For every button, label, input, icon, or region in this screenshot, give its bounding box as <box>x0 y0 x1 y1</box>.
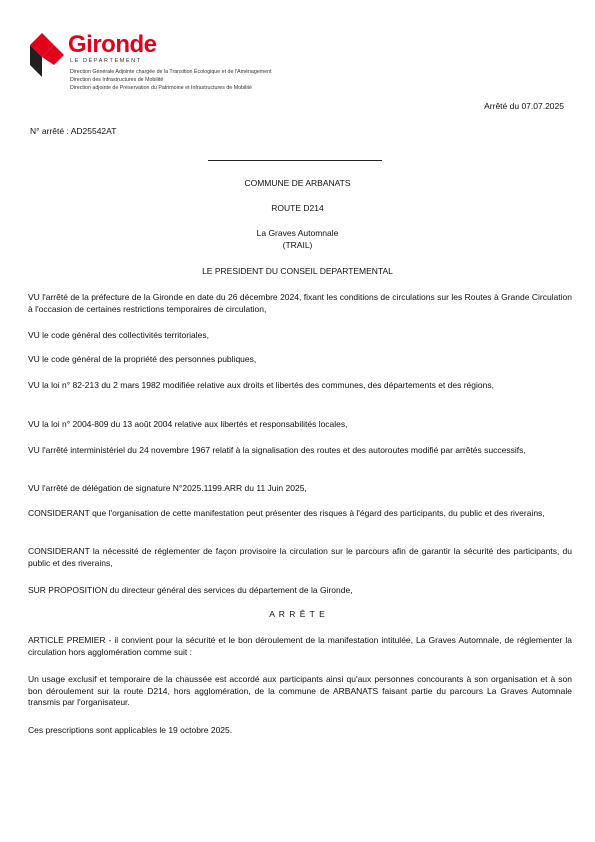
vu-paragraph: VU le code général de la propriété des personnes publiques, <box>28 354 257 364</box>
authority-title: LE PRESIDENT DU CONSEIL DEPARTEMENTAL <box>202 266 393 276</box>
considerant-paragraph: CONSIDERANT que l'organisation de cette manifestation peut présenter des risques à l'égard des participants, du public et des riverains, <box>28 508 545 518</box>
logo-subtitle: LE DÉPARTEMENT <box>70 58 142 64</box>
vu-paragraph: VU l'arrêté de délégation de signature N°2025.1199.ARR du 11 Juin 2025, <box>28 483 307 493</box>
considerant-paragraph: CONSIDERANT la nécessité de réglementer de façon provisoire la circulation sur le parcours afin de garantir la sécurité des participants, du public et des riverains, <box>28 546 572 568</box>
vu-paragraph: VU le code général des collectivités territoriales, <box>28 330 209 340</box>
applicable-paragraph: Ces prescriptions sont applicables le 19 octobre 2025. <box>28 725 233 735</box>
article-premier: ARTICLE PREMIER - il convient pour la sécurité et le bon déroulement de la manifestation intitulée, La Graves Automnale, de réglementer la circulation hors agglomération comme suit : <box>28 635 572 657</box>
vu-paragraph: VU l'arrêté de la préfecture de la Gironde en date du 26 décembre 2024, fixant les conditions de circulations sur les Routes à Grande Circulation à l'occasion de certaines restrictions temporaires de circulation, <box>28 292 572 314</box>
gironde-logo-icon <box>30 33 66 77</box>
route-title: ROUTE D214 <box>271 203 324 213</box>
divider <box>208 160 382 161</box>
commune-title: COMMUNE DE ARBANATS <box>244 178 351 188</box>
direction-line: Direction adjointe de Préservation du Patrimoine et Infrastructures de Mobilité <box>70 85 252 91</box>
direction-line: Direction Générale Adjointe chargée de la Transition Écologique et de l'Aménagement <box>70 69 272 75</box>
logo-name: Gironde <box>68 31 157 58</box>
arrete-heading: A R R Ê T E <box>269 609 326 619</box>
event-name: La Graves Automnale <box>256 228 339 238</box>
usage-paragraph: Un usage exclusif et temporaire de la chaussée est accordé aux participants ainsi qu'aux personnes concourants à son organisation et à son bon déroulement sur la route D214, hors agglomération, de la commune de ARBANATS faisant partie du parcours La Graves Automnale transmis par l'organisateur. <box>28 674 572 707</box>
direction-list <box>70 68 272 92</box>
direction-line: Direction des Infrastructures de Mobilité <box>70 77 164 83</box>
proposition-paragraph: SUR PROPOSITION du directeur général des services du département de la Gironde, <box>28 585 353 595</box>
vu-paragraph: VU l'arrêté interministériel du 24 novembre 1967 relatif à la signalisation des routes et des autoroutes modifié par arrêtés successifs, <box>28 445 526 455</box>
vu-paragraph: VU la loi n° 2004-809 du 13 août 2004 relative aux libertés et responsabilités locales, <box>28 419 348 429</box>
decree-reference: N° arrêté : AD25542AT <box>30 126 117 136</box>
vu-paragraph: VU la loi n° 82-213 du 2 mars 1982 modifiée relative aux droits et libertés des communes, des départements et des régions, <box>28 380 494 390</box>
decree-date: Arrêté du 07.07.2025 <box>484 101 564 111</box>
event-type: (TRAIL) <box>282 240 313 250</box>
